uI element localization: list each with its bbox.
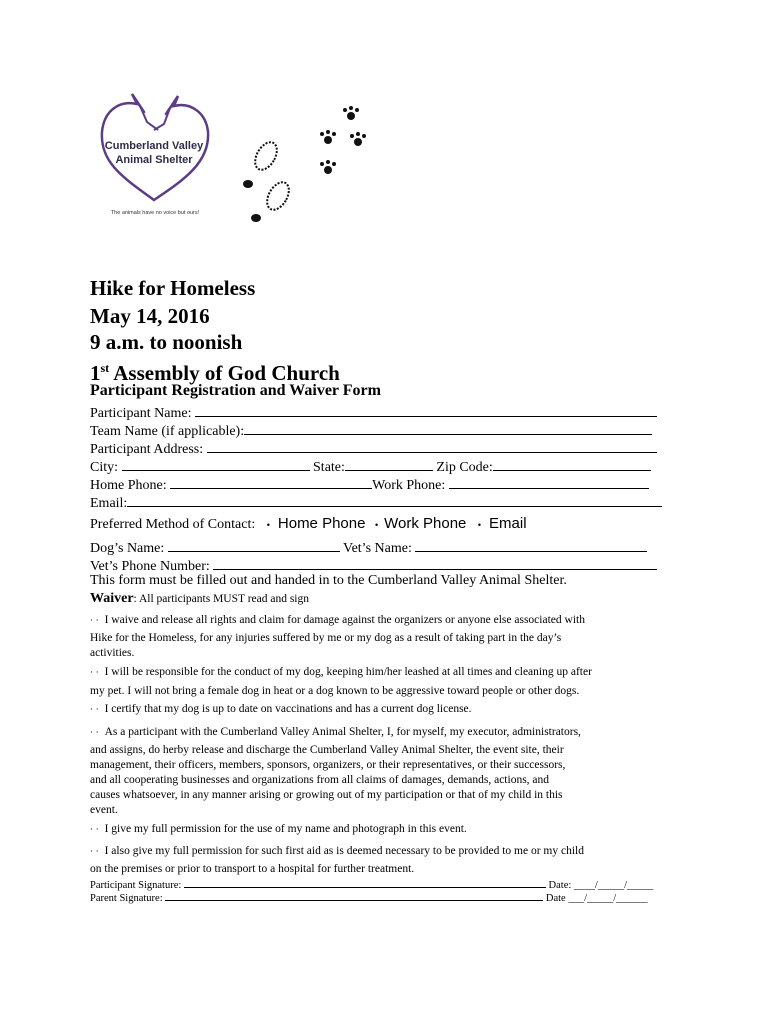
work-phone-label: Work Phone: xyxy=(372,478,446,493)
state-field[interactable] xyxy=(345,457,433,471)
form-title: Participant Registration and Waiver Form xyxy=(90,382,381,399)
waiver-paragraph-2 xyxy=(90,665,660,699)
team-name-label: Team Name (if applicable): xyxy=(90,424,245,439)
bullet-icon: · · xyxy=(90,705,99,715)
waiver-text: I give my full permission for the use of my name and photograph in this event. xyxy=(104,823,467,835)
parent-signature-field[interactable] xyxy=(165,890,543,901)
participant-signature-field[interactable] xyxy=(184,877,546,888)
dog-name-field[interactable] xyxy=(168,538,340,552)
waiver-text: I waive and release all rights and claim for damage against the organizers or anyone else associated with xyxy=(104,614,585,626)
participant-address-label: Participant Address: xyxy=(90,442,204,457)
date-label: Date xyxy=(545,893,566,904)
event-title: Hike for Homeless xyxy=(90,276,256,300)
zip-label: Zip Code: xyxy=(436,460,493,475)
state-label: State: xyxy=(313,460,345,475)
event-time: 9 a.m. to noonish xyxy=(90,330,243,354)
waiver-text: my pet. I will not bring a female dog in heat or a dog known to be aggressive toward people or other dogs. xyxy=(90,685,580,697)
waiver-intro: : All participants MUST read and sign xyxy=(133,593,310,605)
event-date: May 14, 2016 xyxy=(90,304,210,328)
city-field[interactable] xyxy=(122,457,310,471)
waiver-text: on the premises or prior to transport to a hospital for further treatment. xyxy=(90,863,415,875)
shelter-logo xyxy=(92,92,217,227)
waiver-text: and assigns, do herby release and discharge the Cumberland Valley Animal Shelter, the event site, their xyxy=(90,744,564,756)
venue-number: 1 xyxy=(90,361,101,385)
waiver-text: and all cooperating businesses and organizations from all claims of damages, demands, actions, and xyxy=(90,774,550,786)
vet-name-label: Vet’s Name: xyxy=(343,541,412,556)
participant-signature-row xyxy=(90,877,653,891)
date-label: Date: xyxy=(548,880,572,891)
bullet-icon: · · xyxy=(90,668,99,678)
logo-tagline: The animals have no voice but ours! xyxy=(110,210,200,216)
bullet-icon: • xyxy=(477,520,482,530)
participant-date-field[interactable]: ____/_____/_____ xyxy=(573,880,654,891)
city-row xyxy=(90,457,651,476)
footprints-icon xyxy=(236,100,376,230)
parent-date-field[interactable]: ___/_____/______ xyxy=(568,893,648,904)
home-phone-field[interactable] xyxy=(170,475,372,489)
form-notice: This form must be filled out and handed in to the Cumberland Valley Animal Shelter. xyxy=(90,573,567,588)
venue-name: Assembly of God Church xyxy=(109,361,340,385)
logo-name-line2: Animal Shelter xyxy=(115,154,193,166)
waiver-heading xyxy=(90,591,309,607)
option-email[interactable]: Email xyxy=(489,515,527,532)
waiver-text: As a participant with the Cumberland Valley Animal Shelter, I, for myself, my executor, administrators, xyxy=(104,726,581,738)
dog-vet-row xyxy=(90,538,647,557)
bullet-icon: • xyxy=(374,520,379,530)
waiver-text: causes whatsoever, in any manner arising or growing out of my participation or that of my child in this xyxy=(90,789,563,801)
waiver-text: I certify that my dog is up to date on vaccinations and has a current dog license. xyxy=(104,703,472,715)
bullet-icon: · · xyxy=(90,728,99,738)
participant-address-row xyxy=(90,439,657,458)
waiver-text: I will be responsible for the conduct of my dog, keeping him/her leashed at all times and cleaning up after xyxy=(104,666,592,678)
waiver-paragraph-4 xyxy=(90,725,660,818)
email-label: Email: xyxy=(90,496,128,511)
home-phone-label: Home Phone: xyxy=(90,478,167,493)
waiver-text: management, their officers, members, sponsors, organizers, or their representatives, or their successors, xyxy=(90,759,566,771)
preferred-contact-label: Preferred Method of Contact: xyxy=(90,517,256,532)
venue-ordinal: st xyxy=(100,361,110,375)
waiver-paragraph-6 xyxy=(90,844,660,877)
team-name-row xyxy=(90,421,652,440)
work-phone-field[interactable] xyxy=(449,475,649,489)
preferred-contact-row xyxy=(90,515,527,533)
email-row xyxy=(90,493,662,512)
parent-signature-label: Parent Signature: xyxy=(90,893,163,904)
waiver-text: Hike for the Homeless, for any injuries suffered by me or my dog as a result of taking part in the day’s xyxy=(90,632,562,644)
waiver-text: I also give my full permission for such first aid as is deemed necessary to be provided to me or my child xyxy=(104,845,584,857)
waiver-paragraph-1 xyxy=(90,613,660,661)
bullet-icon: · · xyxy=(90,825,99,835)
option-home-phone[interactable]: Home Phone xyxy=(277,515,366,532)
participant-address-field[interactable] xyxy=(207,439,657,453)
dog-name-label: Dog’s Name: xyxy=(90,541,165,556)
waiver-paragraph-3 xyxy=(90,702,660,718)
waiver-label: Waiver xyxy=(90,591,134,606)
participant-name-field[interactable] xyxy=(195,403,657,417)
vet-phone-label: Vet’s Phone Number: xyxy=(90,559,210,574)
option-work-phone[interactable]: Work Phone xyxy=(384,515,467,532)
team-name-field[interactable] xyxy=(244,421,652,435)
vet-name-field[interactable] xyxy=(415,538,647,552)
waiver-text: event. xyxy=(90,804,118,816)
city-label: City: xyxy=(90,460,119,475)
participant-name-label: Participant Name: xyxy=(90,406,192,421)
participant-signature-label: Participant Signature: xyxy=(90,880,182,891)
participant-name-row xyxy=(90,403,657,422)
zip-field[interactable] xyxy=(493,457,651,471)
waiver-text: activities. xyxy=(90,647,135,659)
waiver-paragraph-5 xyxy=(90,822,660,838)
phone-row xyxy=(90,475,649,494)
bullet-icon: • xyxy=(266,520,270,530)
email-field[interactable] xyxy=(127,493,662,507)
bullet-icon: · · xyxy=(90,847,99,857)
parent-signature-row xyxy=(90,890,648,904)
logo-name-line1: Cumberland Valley xyxy=(104,140,204,152)
bullet-icon: · · xyxy=(90,616,99,626)
vet-phone-field[interactable] xyxy=(213,556,657,570)
